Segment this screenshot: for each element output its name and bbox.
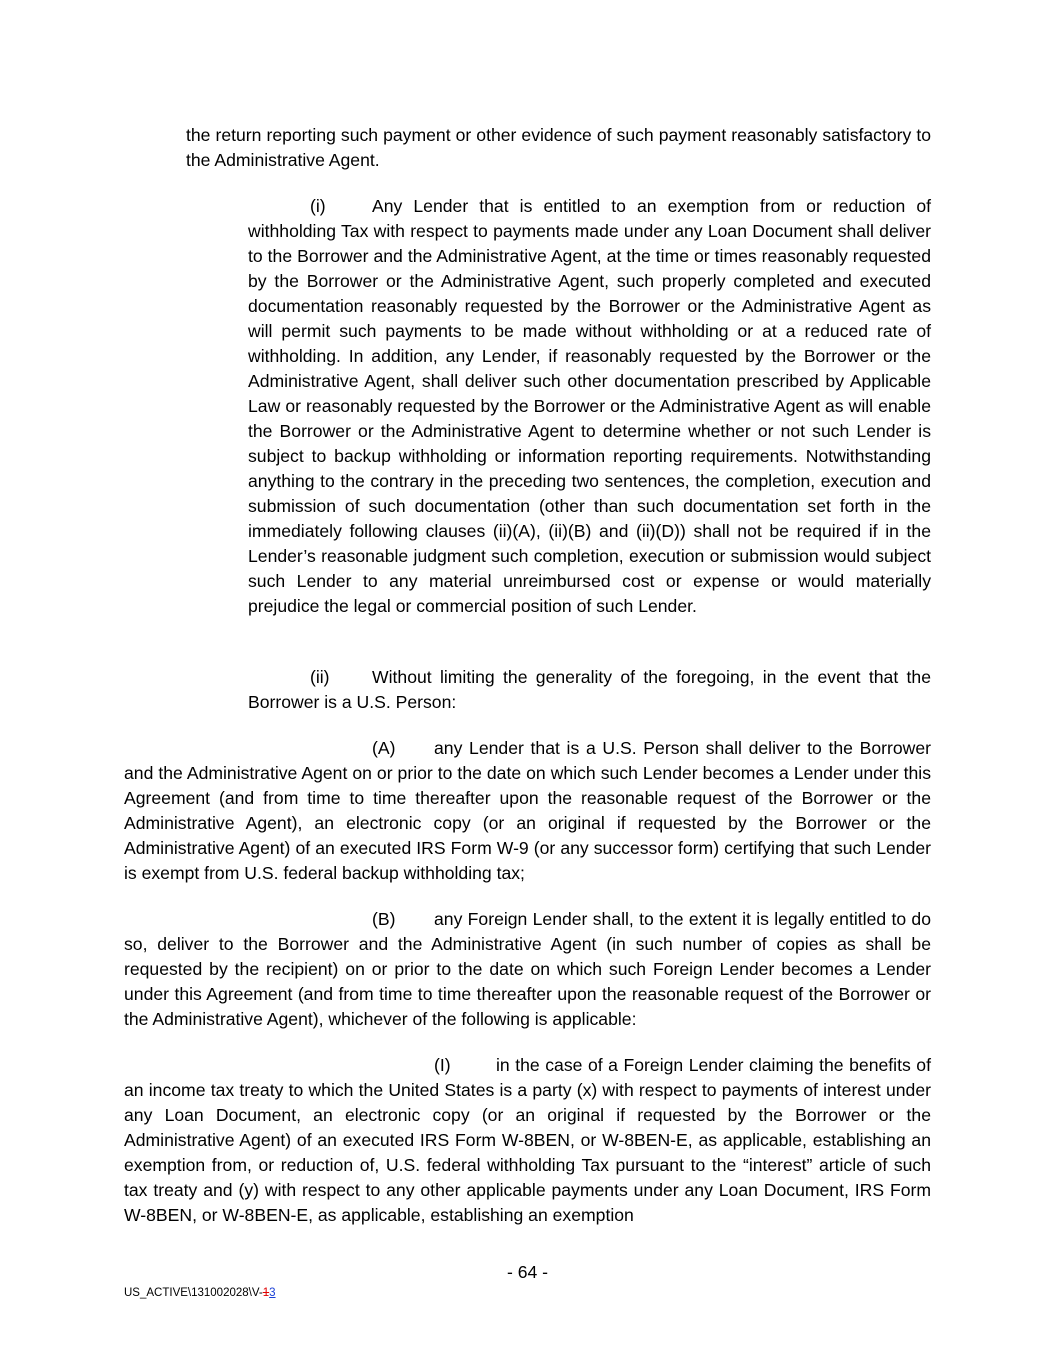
clause-a-text: any Lender that is a U.S. Person shall deliver to the Borrower and the Administrative Agent on or prior to the date on which such Lender becomes a Lender under this Agreement (and from time to time thereafter upon the reasonable request of the Borrower or the Administrative Agent), an electronic copy (or an original if requested by the Borrower or the Administrative Agent) of an executed IRS Form W-9 (or any successor form) certifying that such Lender is exempt from U.S. federal backup withholding tax; xyxy=(124,738,931,883)
clause-i-text: Any Lender that is entitled to an exemption from or reduction of withholding Tax with respect to payments made under any Loan Document shall deliver to the Borrower and the Administrative Agent, at the time or times reasonably requested by the Borrower or the Administrative Agent, such properly completed and executed documentation reasonably requested by the Borrower or the Administrative Agent as will permit such payments to be made without withholding or at a reduced rate of withholding. In addition, any Lender, if reasonably requested by the Borrower or the Administrative Agent, shall deliver such other documentation prescribed by Applicable Law or reasonably requested by the Borrower or the Administrative Agent as will enable the Borrower or the Administrative Agent to determine whether or not such Lender is subject to backup withholding or information reporting requirements. Notwithstanding anything to the contrary in the preceding two sentences, the completion, execution and submission of such documentation (other than such documentation set forth in the immediately following clauses (ii)(A), (ii)(B) and (ii)(D)) shall not be required if in the Lender’s reasonable judgment such completion, execution or submission would subject such Lender to any material unreimbursed cost or expense or would materially prejudice the legal or commercial position of such Lender. xyxy=(248,196,931,616)
clause-upper-i-number: (I) xyxy=(434,1055,451,1075)
page-number: - 64 - xyxy=(506,1262,549,1282)
document-id-footer xyxy=(124,1287,276,1299)
clause-ii-paragraph xyxy=(248,665,931,715)
clause-upper-i-paragraph xyxy=(124,1053,931,1228)
clause-ii-number: (ii) xyxy=(310,667,330,687)
clause-a-paragraph xyxy=(124,736,931,886)
deleted-version: 1 xyxy=(262,1287,270,1299)
clause-b-text: any Foreign Lender shall, to the extent it is legally entitled to do so, deliver to the Borrower and the Administrative Agent (in such number of copies as shall be requested by the recipient) on or prior to the date on which such Foreign Lender becomes a Lender under this Agreement (and from time to time thereafter upon the reasonable request of the Borrower or the Administrative Agent), whichever of the following is applicable: xyxy=(124,909,931,1029)
clause-b-number: (B) xyxy=(372,909,396,929)
clause-ii-text: Without limiting the generality of the foregoing, in the event that the Borrower is a U.S. Person: xyxy=(248,667,931,712)
clause-i-paragraph xyxy=(248,194,931,619)
document-id: US_ACTIVE\131002028\V- xyxy=(124,1287,263,1299)
clause-b-paragraph xyxy=(124,907,931,1032)
intro-paragraph xyxy=(186,123,931,173)
intro-text: the return reporting such payment or other evidence of such payment reasonably satisfactory to the Administrative Agent. xyxy=(186,125,931,170)
inserted-version: 3 xyxy=(269,1287,276,1299)
clause-upper-i-text: in the case of a Foreign Lender claiming the benefits of an income tax treaty to which the United States is a party (x) with respect to payments of interest under any Loan Document, an electronic copy (or an original if requested by the Borrower or the Administrative Agent) of an executed IRS Form W-8BEN, or W-8BEN-E, as applicable, establishing an exemption from, or reduction of, U.S. federal withholding Tax pursuant to the “interest” article of such tax treaty and (y) with respect to any other applicable payments under any Loan Document, IRS Form W-8BEN, or W-8BEN-E, as applicable, establishing an exemption xyxy=(124,1055,931,1225)
clause-a-number: (A) xyxy=(372,738,396,758)
clause-i-number: (i) xyxy=(310,196,326,216)
